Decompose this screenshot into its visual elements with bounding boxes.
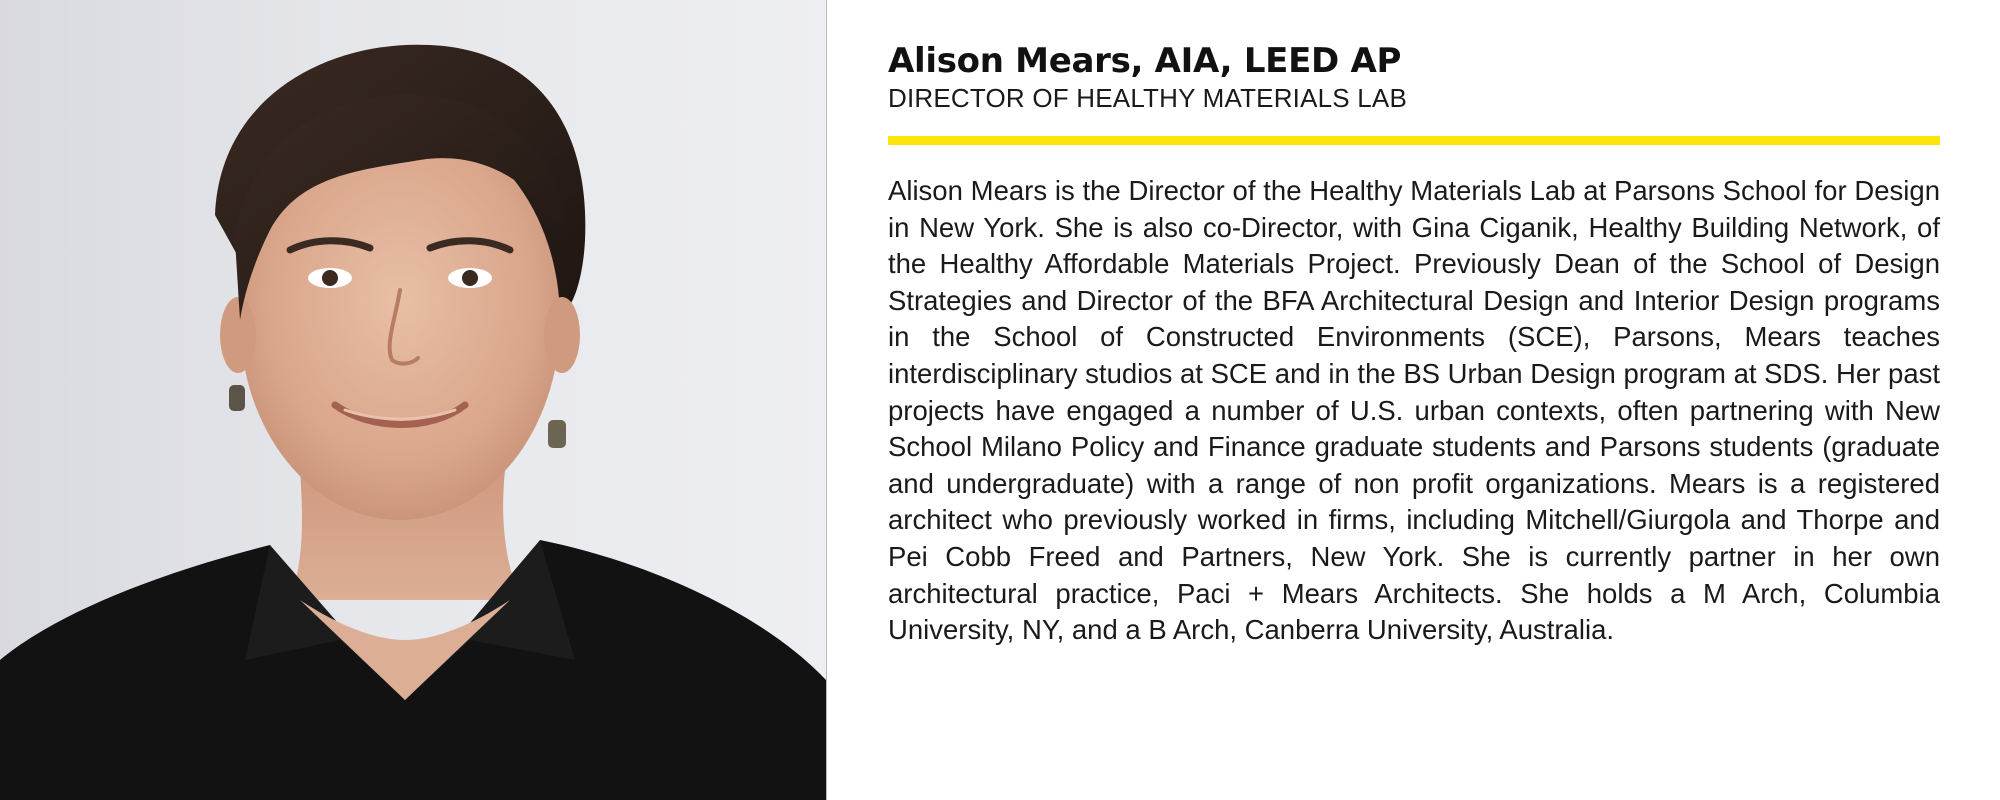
portrait-photo	[0, 0, 827, 800]
accent-divider	[888, 136, 1940, 145]
portrait-illustration	[0, 0, 826, 800]
person-name: Alison Mears, AIA, LEED AP	[888, 41, 1402, 81]
bio-paragraph: Alison Mears is the Director of the Healthy Materials Lab at Parsons School for Design in New York. She is also co-Director, with Gina Ciganik, Healthy Building Network, of the Healthy Affordable Materials Project. Previously Dean of the School of Design Strategies and Director of the BFA Architectural Design and Interior Design programs in the School of Constructed Environments (SCE), Parsons, Mears teaches interdisciplinary studios at SCE and in the BS Urban Design program at SDS. Her past projects have engaged a number of U.S. urban contexts, often partnering with New School Milano Policy and Finance graduate students and Parsons students (graduate and undergraduate) with a range of non profit organizations. Mears is a registered architect who previously worked in firms, including Mitchell/Giurgola and Thorpe and Pei Cobb Freed and Partners, New York. She is currently partner in her own architectural practice, Paci + Mears Architects. She holds a M Arch, Columbia University, NY, and a B Arch, Canberra University, Australia.	[888, 175, 1940, 646]
bio-section	[888, 40, 1940, 676]
person-title: DIRECTOR OF HEALTHY MATERIALS LAB	[888, 83, 1408, 113]
